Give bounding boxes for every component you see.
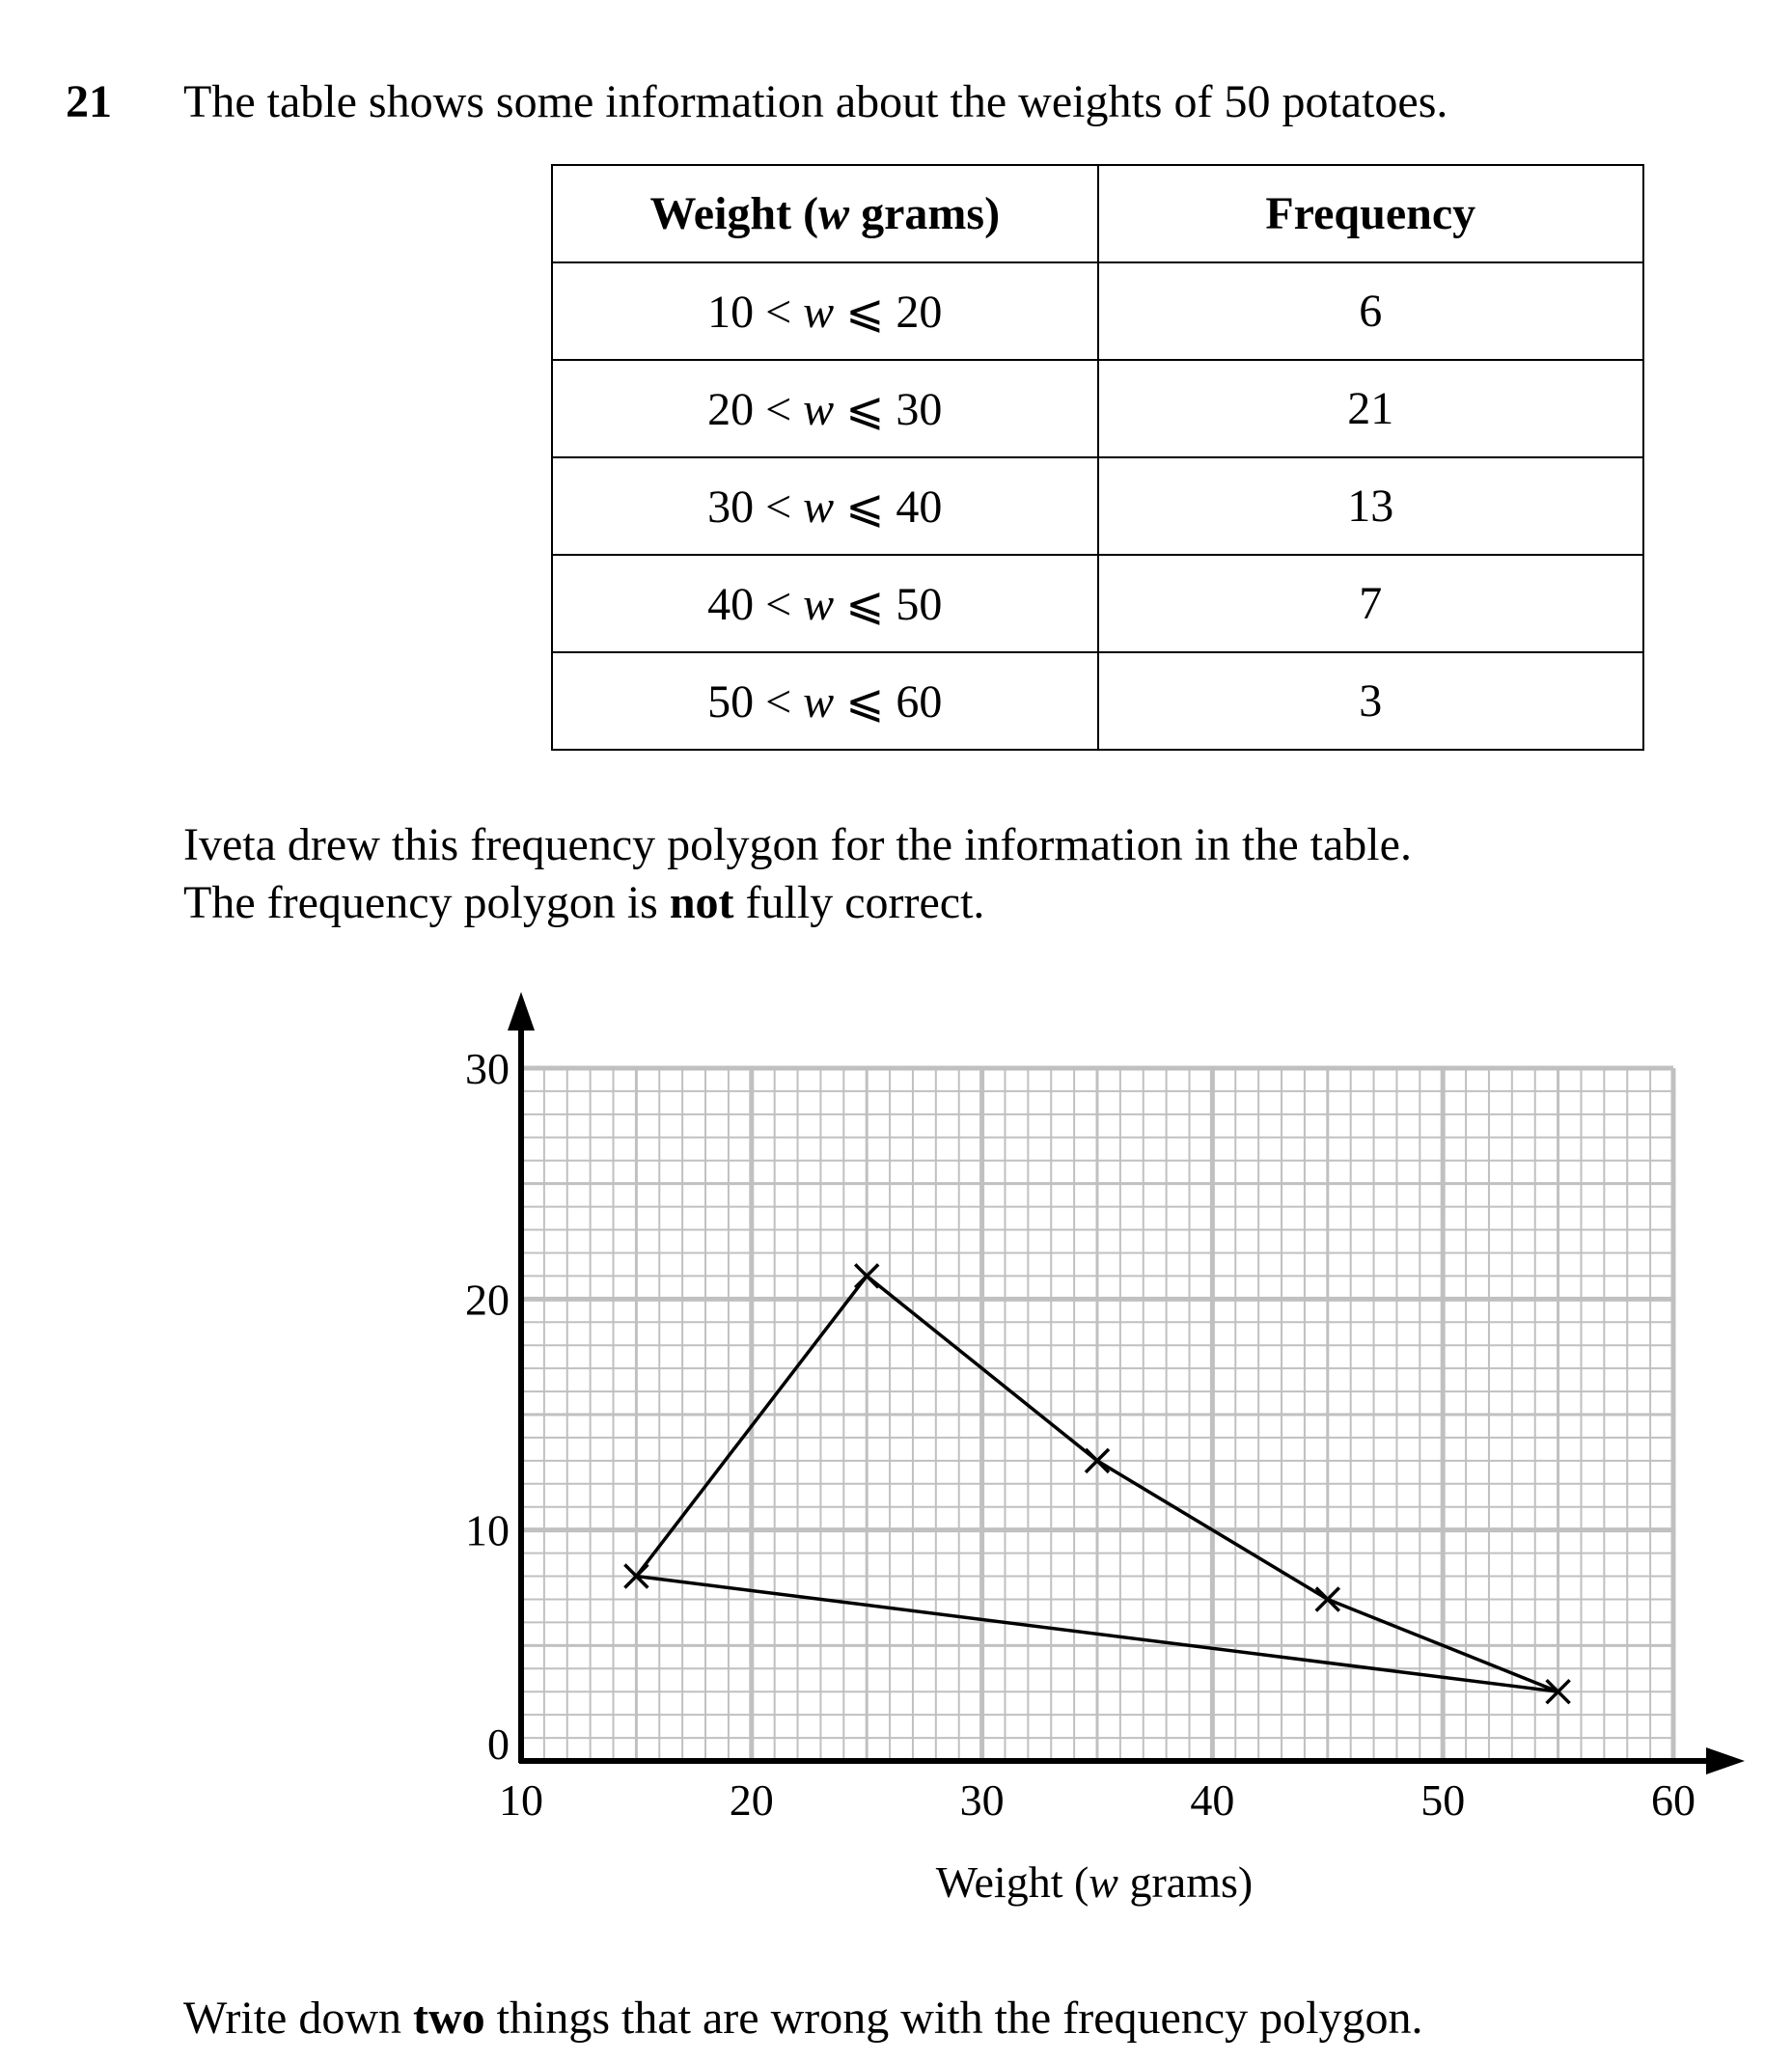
x-axis-arrow [1706,1747,1745,1774]
header-frequency: Frequency [1098,165,1644,262]
frequency-cell: 21 [1098,360,1644,457]
y-axis-arrow [508,992,535,1031]
paragraph-description: Iveta drew this frequency polygon for the information in the table. [183,819,1412,870]
frequency-cell: 7 [1098,555,1644,652]
y-tick-label: 10 [465,1505,510,1555]
y-tick-label: 20 [465,1275,510,1325]
grid-minor [521,1068,1673,1761]
x-tick-label: 20 [729,1775,774,1825]
x-tick-label: 30 [959,1775,1005,1825]
x-axis-label: Weight (w grams) [935,1857,1254,1907]
header-weight: Weight (w grams) [552,165,1098,262]
x-tick-label: 50 [1420,1775,1466,1825]
y-tick-label: 0 [487,1719,510,1769]
x-tick-label: 60 [1651,1775,1696,1825]
x-tick-label: 40 [1190,1775,1235,1825]
weight-cell: 40 < w ⩽ 50 [552,555,1098,652]
question-number: 21 [66,76,112,127]
paragraph-not-correct: The frequency polygon is not fully correct. [183,877,985,928]
weight-cell: 50 < w ⩽ 60 [552,652,1098,750]
weight-cell: 10 < w ⩽ 20 [552,262,1098,360]
frequency-cell: 6 [1098,262,1644,360]
y-tick-label: 30 [465,1044,510,1093]
weight-cell: 30 < w ⩽ 40 [552,457,1098,555]
weight-cell: 20 < w ⩽ 30 [552,360,1098,457]
x-tick-label: 10 [499,1775,543,1825]
question-intro: The table shows some information about the weights of 50 potatoes. [183,76,1448,127]
frequency-cell: 3 [1098,652,1644,750]
final-instruction: Write down two things that are wrong with the frequency polygon. [183,1993,1423,2044]
frequency-cell: 13 [1098,457,1644,555]
